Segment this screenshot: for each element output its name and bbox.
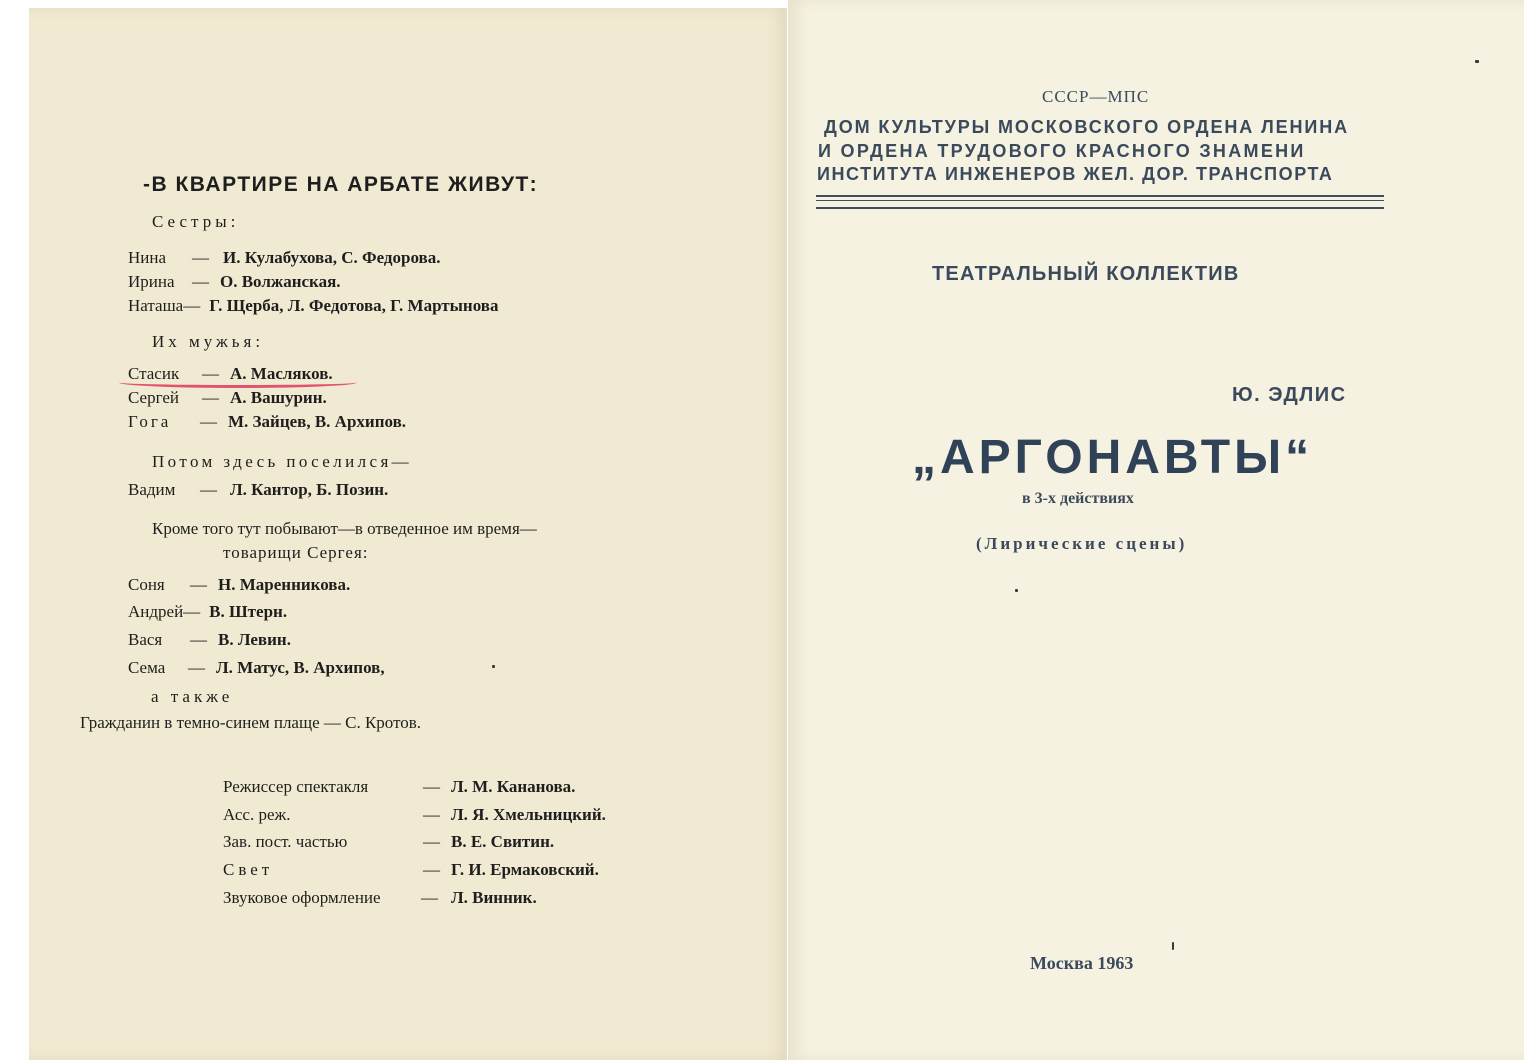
husbands-label: Их мужья: [152, 332, 265, 351]
actor-names: Н. Маренникова. [218, 575, 351, 594]
role-name: Ирина [128, 272, 175, 291]
cast-row [128, 481, 388, 498]
dash: — [200, 480, 217, 499]
role-name: Гога [128, 412, 172, 431]
cast-row [128, 413, 406, 430]
dash: — [188, 658, 205, 677]
role-name: Сергей [128, 388, 179, 407]
dash: — [423, 832, 440, 851]
crew-row [223, 833, 554, 850]
dash: — [192, 272, 209, 291]
header-rule [816, 200, 1384, 201]
role-name: Стасик [128, 364, 180, 383]
dash: — [192, 248, 209, 267]
actor-names: Л. Матус, В. Архипов, [216, 658, 385, 677]
crew-person: Л. Винник. [451, 888, 537, 907]
crew-row [223, 889, 537, 906]
cast-row [128, 576, 350, 593]
collective-title: ТЕАТРАЛЬНЫЙ КОЛЛЕКТИВ [932, 263, 1240, 285]
crew-role: Зав. пост. частью [223, 832, 348, 851]
also-label: а также [151, 687, 234, 706]
settled-label: Потом здесь поселился— [152, 452, 413, 471]
cast-row [128, 297, 498, 314]
city-year: Москва 1963 [1030, 953, 1134, 973]
crew-role: Асс. реж. [223, 805, 291, 824]
dash: — [423, 777, 440, 796]
print-speck [1172, 942, 1174, 950]
header-rule [816, 195, 1384, 197]
role-name: Сема [128, 658, 166, 677]
actor-names: Л. Кантор, Б. Позин. [230, 480, 389, 499]
crew-row [223, 778, 575, 795]
citizen-line: Гражданин в темно-синем плаще — С. Кротов. [80, 713, 422, 732]
institution-line: ИНСТИТУТА ИНЖЕНЕРОВ ЖЕЛ. ДОР. ТРАНСПОРТА [817, 164, 1334, 184]
visitors-intro-2: товарищи Сергея: [223, 543, 369, 562]
crew-row [223, 861, 599, 878]
sisters-label: Сестры: [152, 212, 240, 231]
role-name: Андрей [128, 602, 184, 621]
actor-names: А. Масляков. [230, 364, 333, 383]
actor-names: И. Кулабухова, С. Федорова. [223, 248, 441, 267]
print-speck [1475, 60, 1479, 63]
crew-person: Л. М. Кананова. [451, 777, 576, 796]
cast-row [128, 389, 327, 406]
actor-names: А. Вашурин. [230, 388, 327, 407]
print-speck [492, 665, 495, 668]
actor-names: В. Левин. [218, 630, 291, 649]
crew-role: Звуковое оформление [223, 888, 381, 907]
pen-underline [119, 377, 357, 388]
cast-row [128, 659, 385, 676]
actor-names: О. Волжанская. [220, 272, 341, 291]
genre-subtitle: (Лирические сцены) [976, 534, 1188, 553]
org-top: СССР—МПС [1042, 87, 1150, 106]
crew-role: Режиссер спектакля [223, 777, 369, 796]
dash: — [190, 630, 207, 649]
dash: — [183, 296, 201, 315]
crew-row [223, 806, 606, 823]
dash: — [202, 388, 219, 407]
cast-row [128, 603, 287, 620]
role-name: Наташа [128, 296, 184, 315]
institution-line: И ОРДЕНА ТРУДОВОГО КРАСНОГО ЗНАМЕНИ [818, 141, 1306, 161]
acts-subtitle: в 3-х действиях [1022, 490, 1134, 507]
crew-person: Л. Я. Хмельницкий. [451, 805, 606, 824]
dash: — [423, 860, 440, 879]
role-name: Вадим [128, 480, 176, 499]
actor-names: М. Зайцев, В. Архипов. [228, 412, 407, 431]
role-name: Нина [128, 248, 167, 267]
dash: — [190, 575, 207, 594]
header-rule [816, 207, 1384, 209]
role-name: Вася [128, 630, 163, 649]
role-name: Соня [128, 575, 165, 594]
cast-title: -В КВАРТИРЕ НА АРБАТЕ ЖИВУТ: [143, 173, 539, 196]
cast-row [128, 273, 341, 290]
crew-person: В. Е. Свитин. [451, 832, 555, 851]
dash: — [423, 805, 440, 824]
cast-row [128, 631, 291, 648]
dash: — [183, 602, 201, 621]
institution-line: ДОМ КУЛЬТУРЫ МОСКОВСКОГО ОРДЕНА ЛЕНИНА [824, 117, 1350, 137]
crew-person: Г. И. Ермаковский. [451, 860, 599, 879]
dash: — [200, 412, 217, 431]
print-speck [1015, 589, 1018, 592]
actor-names: В. Штерн. [209, 602, 288, 621]
crew-role: Свет [223, 860, 274, 879]
cast-row [128, 249, 440, 266]
play-title: „АРГОНАВТЫ“ [912, 431, 1314, 484]
actor-names: Г. Щерба, Л. Федотова, Г. Мартынова [209, 296, 499, 315]
author-name: Ю. ЭДЛИС [1232, 384, 1347, 406]
dash: — [202, 364, 219, 383]
visitors-intro: Кроме того тут побывают—в отведенное им время— [152, 519, 537, 538]
dash: — [421, 888, 438, 907]
